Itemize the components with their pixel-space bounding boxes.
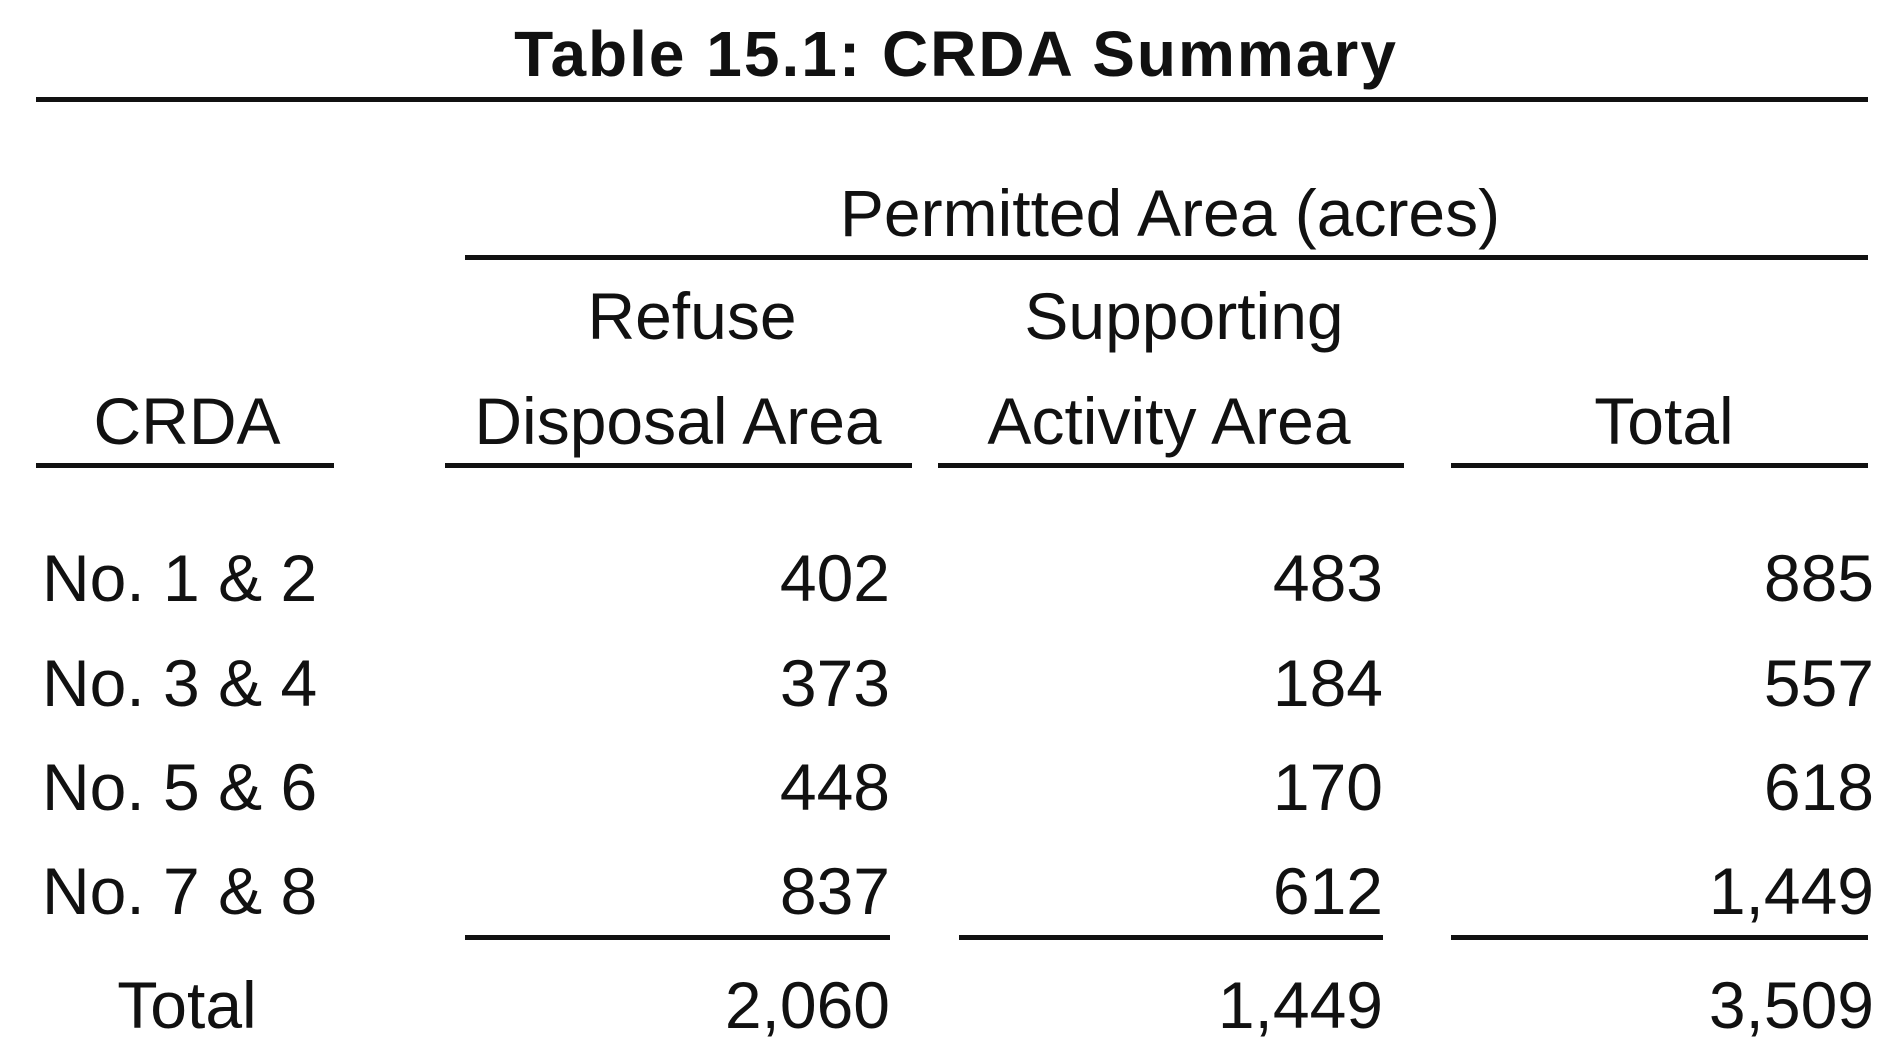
table-row-total: 1,449 — [1708, 854, 1874, 928]
column-header-supporting-line1: Supporting — [1024, 279, 1344, 353]
group-header-permitted-area: Permitted Area (acres) — [839, 176, 1501, 250]
column-header-refuse-line2: Disposal Area — [474, 384, 882, 458]
table-row-crda: No. 1 & 2 — [42, 541, 318, 615]
table-row-supporting: 170 — [1272, 750, 1383, 824]
table-row-crda: No. 3 & 4 — [42, 646, 318, 720]
table-title: Table 15.1: CRDA Summary — [514, 18, 1398, 90]
column-header-refuse-line1: Refuse — [587, 279, 797, 353]
totals-row-refuse: 2,060 — [724, 968, 890, 1042]
totals-row-total: 3,509 — [1708, 968, 1874, 1042]
table-row-refuse: 373 — [779, 646, 890, 720]
totals-row-supporting: 1,449 — [1217, 968, 1383, 1042]
header-rule-refuse — [445, 463, 912, 468]
column-header-total: Total — [1594, 384, 1734, 458]
table-row-total: 885 — [1763, 541, 1874, 615]
header-rule-total — [1451, 463, 1868, 468]
table-row-total: 618 — [1763, 750, 1874, 824]
column-header-supporting-line2: Activity Area — [987, 384, 1351, 458]
table-row-crda: No. 7 & 8 — [42, 854, 318, 928]
sum-rule-supporting — [959, 935, 1383, 940]
sum-rule-refuse — [465, 935, 890, 940]
table-row-crda: No. 5 & 6 — [42, 750, 318, 824]
totals-row-label: Total — [117, 968, 257, 1042]
table-row-supporting: 184 — [1272, 646, 1383, 720]
title-rule — [36, 97, 1868, 102]
table-row-refuse: 837 — [779, 854, 890, 928]
table-row-total: 557 — [1763, 646, 1874, 720]
table-row-refuse: 448 — [779, 750, 890, 824]
sum-rule-total — [1451, 935, 1868, 940]
column-header-crda: CRDA — [93, 384, 281, 458]
header-rule-supporting — [938, 463, 1404, 468]
table-row-refuse: 402 — [779, 541, 890, 615]
table-row-supporting: 612 — [1272, 854, 1383, 928]
table-row-supporting: 483 — [1272, 541, 1383, 615]
header-rule-crda — [36, 463, 334, 468]
group-header-rule — [465, 255, 1868, 260]
